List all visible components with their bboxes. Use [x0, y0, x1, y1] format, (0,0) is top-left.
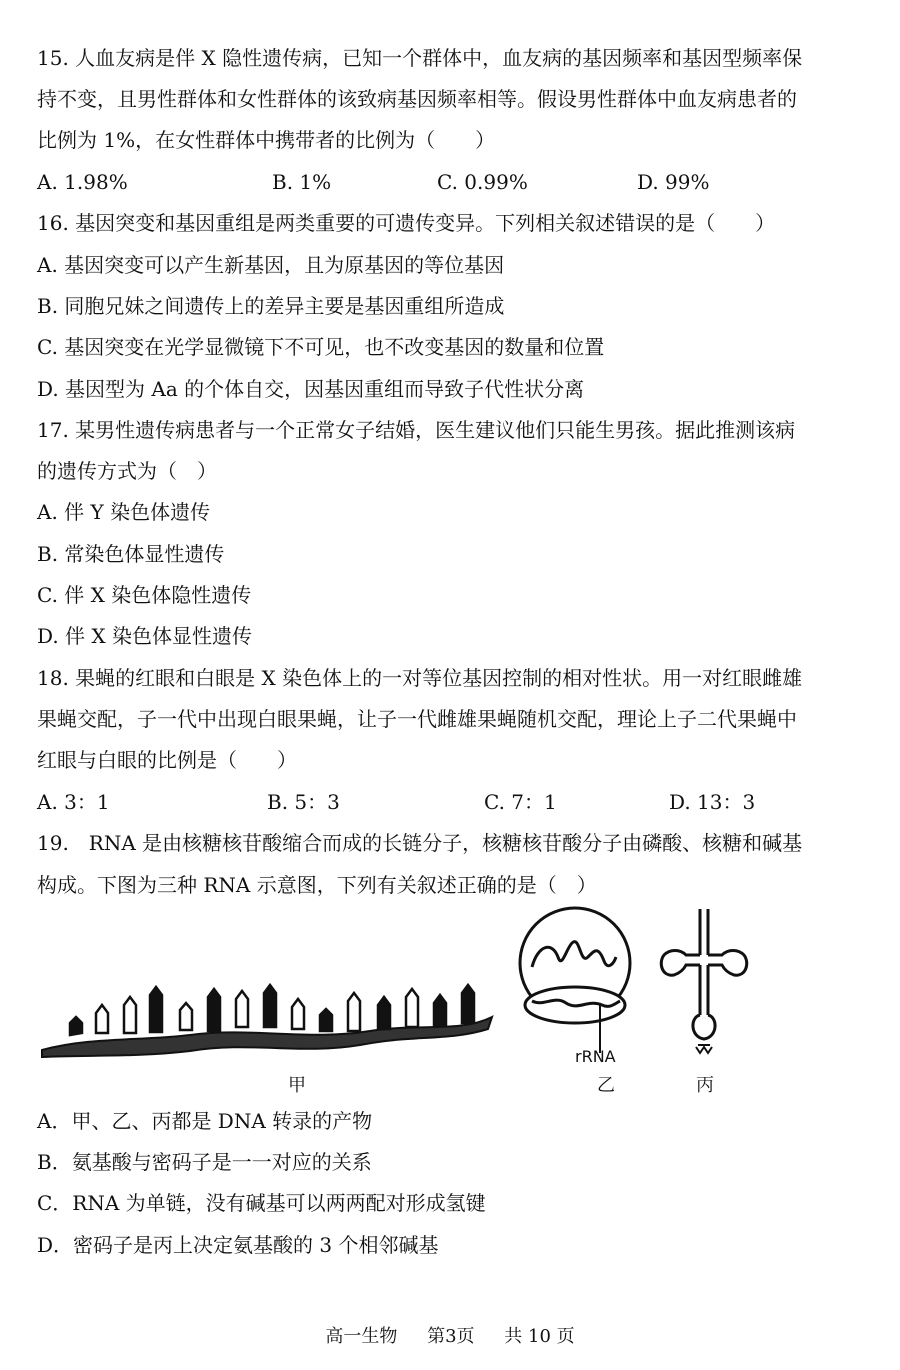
- question-15-line-3: 比例为 1%，在女性群体中携带者的比例为（ ）: [37, 128, 496, 152]
- question-17-option-c: C. 伴 X 染色体隐性遗传: [37, 583, 252, 607]
- question-17-option-d: D. 伴 X 染色体显性遗传: [37, 624, 252, 648]
- question-19-option-d: D．密码子是丙上决定氨基酸的 3 个相邻碱基: [37, 1233, 439, 1257]
- ribosome-diagram: [510, 905, 640, 1065]
- rna-diagram-figure: [30, 905, 870, 1100]
- footer-subject: 高一生物: [325, 1326, 398, 1347]
- footer-total-pages: 共 10 页: [504, 1326, 575, 1347]
- question-18-line-2: 果蝇交配，子一代中出现白眼果蝇，让子一代雌雄果蝇随机交配，理论上子二代果蝇中: [37, 707, 797, 731]
- question-15-option-a: A. 1.98%: [37, 170, 128, 194]
- footer-page-number: 第3页: [427, 1326, 475, 1347]
- question-16-option-c: C. 基因突变在光学显微镜下不可见，也不改变基因的数量和位置: [37, 335, 605, 359]
- question-18-option-c: C. 7：1: [484, 790, 557, 814]
- figure-label-jia: 甲: [288, 1075, 306, 1096]
- question-19-option-a: A．甲、乙、丙都是 DNA 转录的产物: [37, 1109, 373, 1133]
- question-16-option-d: D. 基因型为 Aa 的个体自交，因基因重组而导致子代性状分离: [37, 377, 585, 401]
- question-15-option-c: C. 0.99%: [437, 170, 528, 194]
- question-18-option-d: D. 13：3: [669, 790, 756, 814]
- question-17-line-1: 17. 某男性遗传病患者与一个正常女子结婚，医生建议他们只能生男孩。据此推测该病: [37, 418, 796, 442]
- question-15-option-b: B. 1%: [272, 170, 332, 194]
- question-15-option-d: D. 99%: [637, 170, 710, 194]
- question-19-line-2: 构成。下图为三种 RNA 示意图，下列有关叙述正确的是（ ）: [37, 873, 597, 897]
- page-footer: [0, 1322, 900, 1348]
- question-15-line-1: 15. 人血友病是伴 X 隐性遗传病，已知一个群体中，血友病的基因频率和基因型频率保: [37, 46, 803, 70]
- question-17-line-2: 的遗传方式为（ ）: [37, 459, 217, 483]
- figure-label-yi: 乙: [597, 1075, 615, 1096]
- question-18-line-1: 18. 果蝇的红眼和白眼是 X 染色体上的一对等位基因控制的相对性状。用一对红眼雌雄: [37, 666, 803, 690]
- question-19-option-c: C．RNA 为单链，没有碱基可以两两配对形成氢键: [37, 1191, 486, 1215]
- question-16-option-b: B. 同胞兄妹之间遗传上的差异主要是基因重组所造成: [37, 294, 505, 318]
- question-16-line-1: 16. 基因突变和基因重组是两类重要的可遗传变异。下列相关叙述错误的是（ ）: [37, 211, 776, 235]
- mrna-diagram: [30, 905, 510, 1100]
- figure-label-rrna: rRNA: [575, 1047, 616, 1066]
- question-17-option-b: B. 常染色体显性遗传: [37, 542, 225, 566]
- question-17-option-a: A. 伴 Y 染色体遗传: [37, 500, 211, 524]
- question-19-line-1: 19. RNA 是由核糖核苷酸缩合而成的长链分子，核糖核苷酸分子由磷酸、核糖和碱基: [37, 831, 803, 855]
- question-19-option-b: B．氨基酸与密码子是一一对应的关系: [37, 1150, 372, 1174]
- question-16-option-a: A. 基因突变可以产生新基因，且为原基因的等位基因: [37, 253, 505, 277]
- figure-label-bing: 丙: [696, 1075, 714, 1096]
- trna-diagram: [650, 905, 760, 1065]
- question-15-line-2: 持不变，且男性群体和女性群体的该致病基因频率相等。假设男性群体中血友病患者的: [37, 87, 797, 111]
- question-18-option-a: A. 3：1: [37, 790, 110, 814]
- question-18-option-b: B. 5：3: [267, 790, 340, 814]
- question-18-line-3: 红眼与白眼的比例是（ ）: [37, 748, 297, 772]
